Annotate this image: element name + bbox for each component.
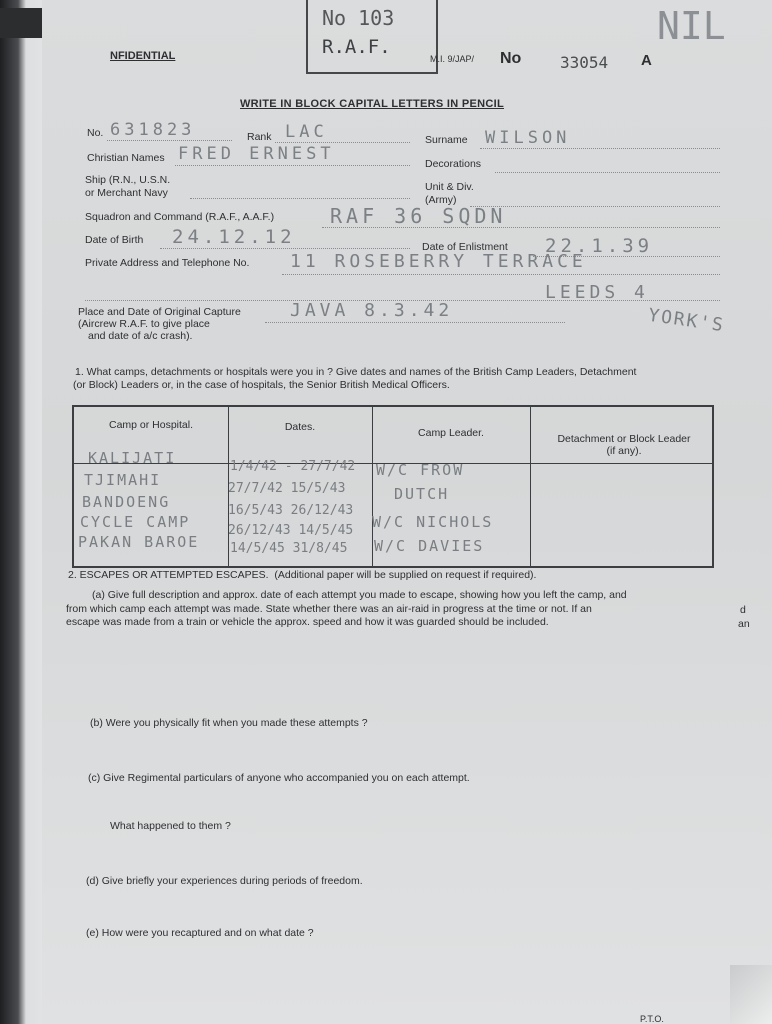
dob-label: Date of Birth bbox=[85, 234, 144, 246]
question-2-note: (Additional paper will be supplied on request if required). bbox=[274, 569, 537, 581]
question-2c: (c) Give Regimental particulars of anyone who accompanied you on each attempt. bbox=[88, 772, 470, 784]
question-2a-line-2: from which camp each attempt was made. State whether there was an air-raid in progress at the time or not. If an bbox=[66, 603, 592, 615]
table-row-1-dates: 1/4/42 - 27/7/42 bbox=[230, 459, 356, 474]
squadron-label: Squadron and Command (R.A.F., A.A.F.) bbox=[85, 211, 275, 223]
unit-label: Unit & Div. bbox=[425, 181, 474, 193]
table-row-3-dates: 16/5/43 26/12/43 bbox=[228, 503, 354, 518]
header-dates: Dates. bbox=[284, 421, 316, 433]
table-row-1-leader: W/C FROW bbox=[376, 461, 465, 479]
ship-label-2: or Merchant Navy bbox=[85, 187, 168, 199]
capture-label-2: (Aircrew R.A.F. to give place bbox=[78, 318, 210, 330]
table-row-2-leader: DUTCH bbox=[394, 485, 450, 503]
table-row-2-dates: 27/7/42 15/5/43 bbox=[228, 481, 346, 496]
table-row-2-camp: TJIMAHI bbox=[84, 471, 162, 489]
instruction-heading: WRITE IN BLOCK CAPITAL LETTERS IN PENCIL bbox=[240, 98, 504, 110]
question-2-title bbox=[68, 569, 536, 581]
enlistment-value: 22.1.39 bbox=[545, 235, 654, 257]
rank-value: LAC bbox=[285, 122, 328, 142]
capture-value: JAVA 8.3.42 bbox=[290, 300, 454, 321]
form-suffix: A bbox=[641, 52, 652, 69]
header-camp-leader: Camp Leader. bbox=[418, 427, 484, 439]
form-number: 33054 bbox=[560, 53, 609, 72]
dob-value: 24.12.12 bbox=[172, 226, 296, 248]
table-row-4-dates: 26/12/43 14/5/45 bbox=[228, 523, 354, 538]
question-2e: (e) How were you recaptured and on what date ? bbox=[86, 927, 314, 939]
unit-label-2: (Army) bbox=[425, 194, 457, 206]
table-row-4-leader: W/C NICHOLS bbox=[372, 513, 494, 531]
christian-names-label: Christian Names bbox=[87, 152, 165, 164]
christian-names-value: FRED ERNEST bbox=[178, 144, 335, 164]
decorations-label: Decorations bbox=[425, 158, 482, 170]
surname-label: Surname bbox=[425, 134, 468, 146]
camps-table bbox=[72, 405, 714, 568]
stamp-number: No 103 bbox=[322, 6, 395, 30]
capture-label: Place and Date of Original Capture bbox=[78, 306, 241, 318]
question-2c-followup: What happened to them ? bbox=[110, 820, 231, 832]
capture-label-3: and date of a/c crash). bbox=[88, 330, 193, 342]
header-detachment: Detachment or Block Leader (if any). bbox=[557, 433, 691, 457]
question-2b: (b) Were you physically fit when you made these attempts ? bbox=[90, 717, 368, 729]
pto-footer: P.T.O. bbox=[640, 1014, 664, 1024]
no-label: No. bbox=[87, 127, 104, 139]
table-row-3-camp: BANDOENG bbox=[82, 493, 171, 511]
question-1-line-2: (or Block) Leaders or, in the case of hospitals, the Senior British Medical Officers. bbox=[73, 379, 450, 391]
page-curl bbox=[730, 965, 772, 1024]
question-2-heading: 2. ESCAPES OR ATTEMPTED ESCAPES. bbox=[68, 569, 269, 581]
squadron-value: RAF 36 SQDN bbox=[330, 204, 507, 228]
table-row-4-camp: CYCLE CAMP bbox=[80, 513, 191, 531]
header-camp: Camp or Hospital. bbox=[108, 419, 194, 431]
surname-value: WILSON bbox=[485, 128, 571, 148]
rank-label: Rank bbox=[247, 131, 272, 143]
question-2a-line-1: (a) Give full description and approx. date of each attempt you made to escape, showing how you left the camp, and bbox=[92, 589, 627, 601]
ship-label: Ship (R.N., U.S.N. bbox=[85, 174, 171, 186]
enlistment-label: Date of Enlistment bbox=[422, 241, 508, 253]
table-row-1-camp: KALIJATI bbox=[88, 449, 177, 467]
address-label: Private Address and Telephone No. bbox=[85, 257, 250, 269]
form-no-label: No bbox=[500, 50, 522, 67]
confidential-label: NFIDENTIAL bbox=[110, 50, 176, 62]
margin-fragment-1: d bbox=[740, 604, 746, 616]
service-number-value: 631823 bbox=[110, 120, 196, 140]
address-value-2: LEEDS 4 bbox=[545, 282, 649, 303]
table-row-5-dates: 14/5/45 31/8/45 bbox=[230, 541, 348, 556]
nil-annotation: NIL bbox=[657, 4, 726, 48]
table-row-5-leader: W/C DAVIES bbox=[374, 537, 485, 555]
table-row-5-camp: PAKAN BAROE bbox=[78, 533, 200, 551]
question-2a-line-3: escape was made from a train or vehicle the approx. speed and how it was guarded should be included. bbox=[66, 616, 549, 628]
raf-stamp bbox=[306, 0, 438, 74]
address-value: 11 ROSEBERRY TERRACE bbox=[290, 251, 587, 272]
question-2d: (d) Give briefly your experiences during periods of freedom. bbox=[86, 875, 363, 887]
question-1-line-1: 1. What camps, detachments or hospitals were you in ? Give dates and names of the British Camp Leaders, Detachment bbox=[75, 366, 637, 378]
form-reference: M.I. 9/JAP/ bbox=[430, 54, 475, 64]
address-value-3: YORK'S bbox=[646, 304, 727, 337]
stamp-unit: R.A.F. bbox=[322, 36, 391, 58]
margin-fragment-2: an bbox=[738, 618, 750, 630]
